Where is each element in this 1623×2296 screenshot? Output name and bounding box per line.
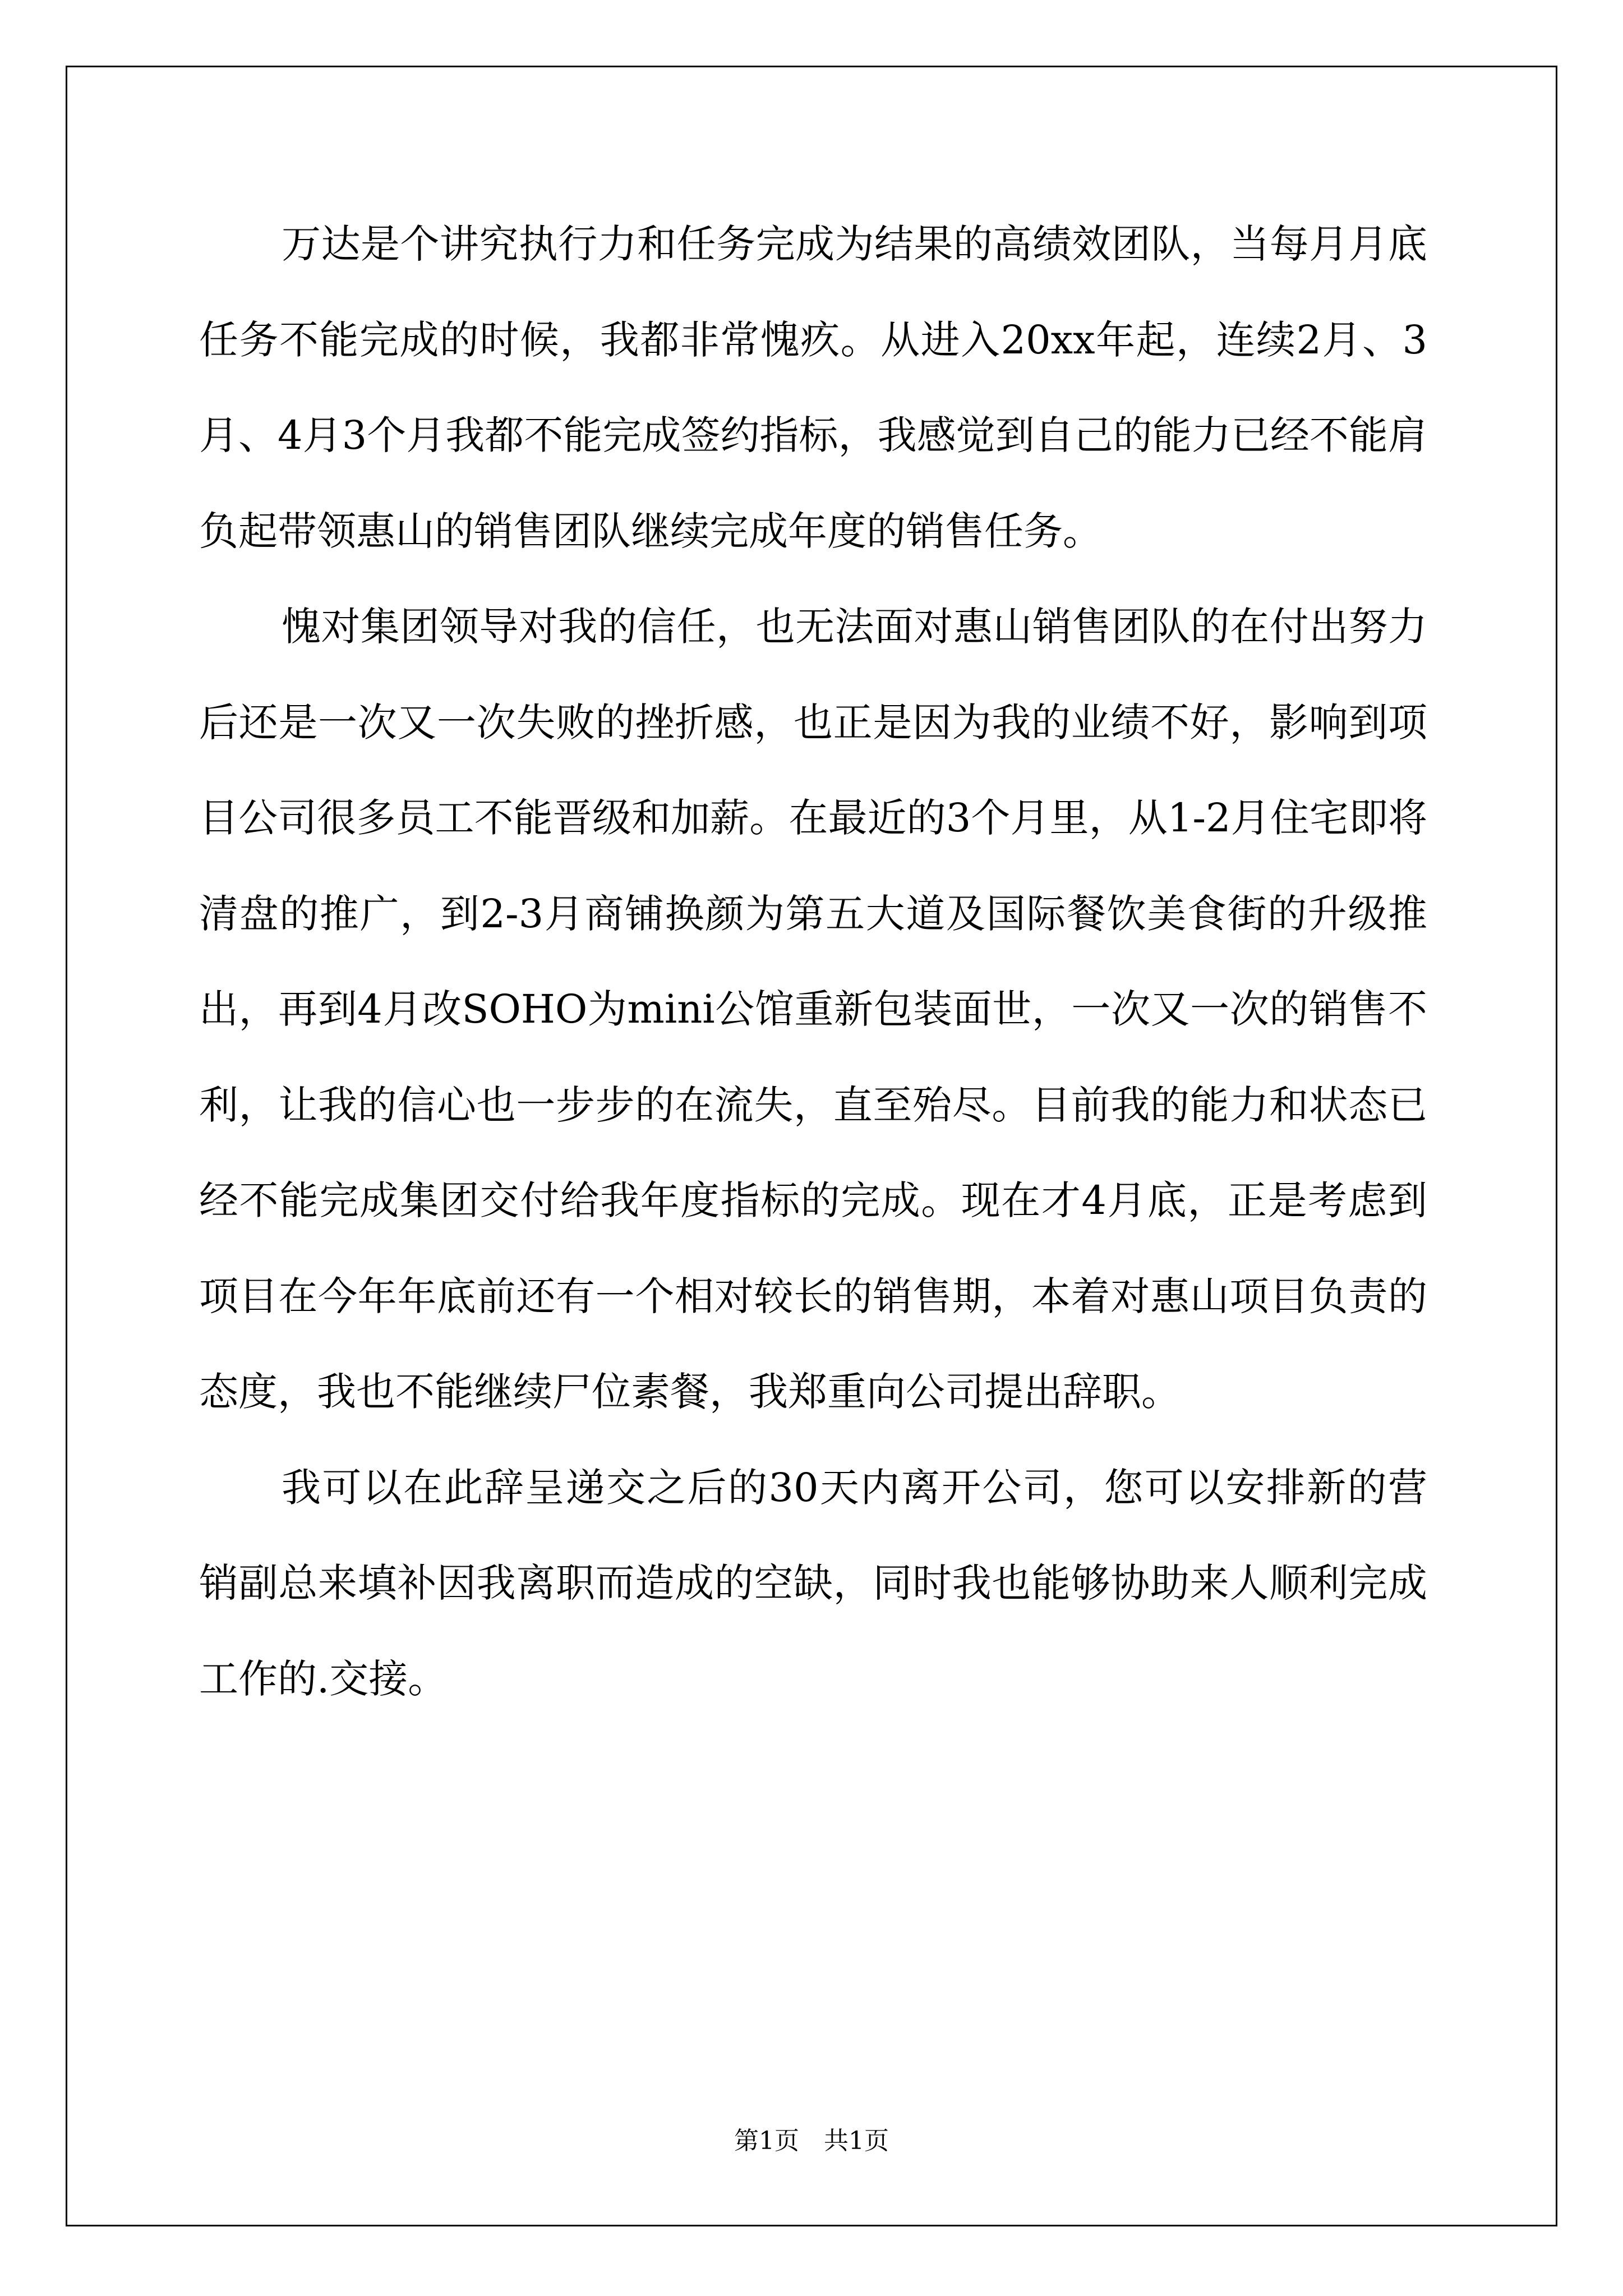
paragraph-3: 我可以在此辞呈递交之后的30天内离开公司，您可以安排新的营销副总来填补因我离职而造成的空缺，同时我也能够协助来人顺利完成工作的.交接。	[199, 1464, 1427, 1702]
document-body	[199, 196, 1427, 1727]
paragraph-2: 愧对集团领导对我的信任，也无法面对惠山销售团队的在付出努力后还是一次又一次失败的挫折感，也正是因为我的业绩不好，影响到项目公司很多员工不能晋级和加薪。在最近的3个月里，从1-2月住宅即将清盘的推广，到2-3月商铺换颜为第五大道及国际餐饮美食街的升级推出，再到4月改SOHO为mini公馆重新包装面世，一次又一次的销售不利，让我的信心也一步步的在流失，直至殆尽。目前我的能力和状态已经不能完成集团交付给我年度指标的完成。现在才4月底，正是考虑到项目在今年年底前还有一个相对较长的销售期，本着对惠山项目负责的态度，我也不能继续尸位素餐，我郑重向公司提出辞职。	[199, 604, 1427, 1415]
paragraph-1: 万达是个讲究执行力和任务完成为结果的高绩效团队，当每月月底任务不能完成的时候，我都非常愧疚。从进入20xx年起，连续2月、3月、4月3个月我都不能完成签约指标，我感觉到自己的能力已经不能肩负起带领惠山的销售团队继续完成年度的销售任务。	[199, 221, 1427, 554]
page-number-footer: 第1页 共1页	[734, 2127, 889, 2155]
